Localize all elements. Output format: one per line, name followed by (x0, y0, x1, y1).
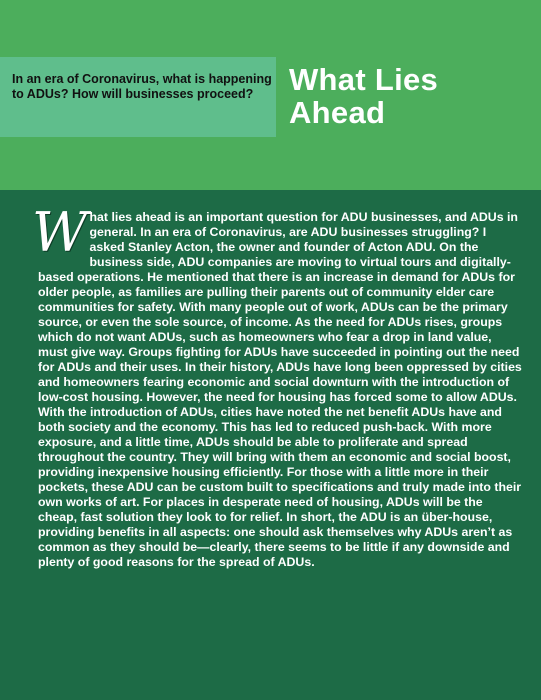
drop-cap: W (32, 201, 88, 264)
article-subtitle: In an era of Coronavirus, what is happening to ADUs? How will businesses proceed? (12, 72, 272, 101)
article-body (32, 201, 522, 570)
header-band (0, 0, 541, 190)
article-title: What Lies Ahead (289, 62, 439, 130)
article-paragraph: hat lies ahead is an important question for ADU businesses, and ADUs in general. In an era of Coronavirus, are ADU businesses struggling? I asked Stanley Acton, the owner and founder of Acton ADU. On the business side, ADU companies are moving to virtual tours and digitally-based operations. He mentioned that there is an increase in demand for ADUs for older people, as families are pulling their parents out of community elder care communities for safety. With many people out of work, ADUs can be the primary source, or even the sole source, of income. As the need for ADUs rises, groups which do not want ADUs, such as homeowners who fear a drop in land value, must give way. Groups fighting for ADUs have succeeded in pointing out the need for ADUs and their uses. In their history, ADUs have long been oppressed by cities and homeowners fearing economic and social downturn with the introduction of low-cost housing. However, the need for housing has forced some to allow ADUs. With the introduction of ADUs, cities have noted the net benefit ADUs have and both society and the economy. This has led to reduced push-back. With more exposure, and a little time, ADUs should be able to proliferate and spread throughout the country. They will bring with them an economic and social boost, providing inexpensive housing efficiently. For those with a little more in their pockets, these ADU can be custom built to specifications and truly made into their own works of art. For places in desperate need of housing, ADUs will be the cheap, fast solution they look to for relief. In short, the ADU is an über-house, providing benefits in all aspects: one should ask themselves why ADUs aren’t as common as they should be—clearly, there seems to be little if any downside and plenty of good reasons for the spread of ADUs. (38, 210, 522, 569)
subtitle-box (0, 57, 276, 137)
